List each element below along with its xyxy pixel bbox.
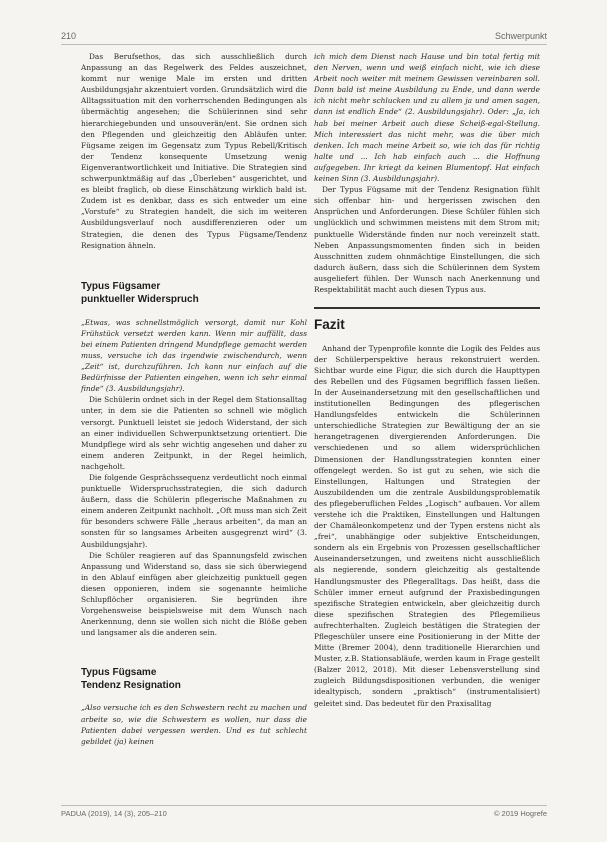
heading-line: punktueller Widerspruch xyxy=(81,293,199,305)
paragraph: Die folgende Gesprächssequenz verdeutlicht noch einmal punktuelle Widerspruchsstrategien, die sich dadurch äußern, dass die Schülerin pflegerische Maßnahmen zu einem anderen Zeitpunkt nachholt. „Oft muss man sich Zeit für besonders schwere Fälle „heraus arbeiten“, da man an sonsten für so langsames Arbeiten ausgegrenzt wird“ (3. Ausbildungsjahr). xyxy=(81,473,307,549)
paragraph: Die Schüler reagieren auf das Spannungsfeld zwischen Anpassung und Widerstand so, dass sie sich überwiegend in den Ablauf einfügen aber gleichzeitig punktuell gegen diesen opponieren, indem sie sogenannte heimliche Schlupflöcher organisieren. Sie begründen ihre Vorgehensweise beispielsweise mit dem Wunsch nach Anerkennung, denn sie wollen sich nicht die Blöße geben und langsamer als die anderen sein. xyxy=(81,550,307,638)
right-column xyxy=(314,51,540,709)
section-heading: Fazit xyxy=(314,316,345,332)
left-column xyxy=(81,51,307,747)
section-heading xyxy=(81,280,307,306)
footer-rule xyxy=(61,805,547,806)
paragraph: Der Typus Fügsame mit der Tendenz Resignation fühlt sich offenbar hin- und hergerissen zwischen den Ansprüchen und Anforderungen. Diese Schüler fühlen sich unglücklich und schwimmen meistens mit dem Strom mit; punktuelle Widerstände finden nur noch vereinzelt statt. Neben Anpassungsmomenten finden sich in beiden Ausschnitten zudem ohnmächtige Einstellungen, die sich dadurch äußern, dass sich die Schülerinnen dem System ausgeliefert fühlen. Der Wunsch nach Anerkennung und Respektabilität macht auch diesen Typus aus. xyxy=(314,185,540,294)
header-rule xyxy=(61,44,547,45)
paragraph: Das Berufsethos, das sich ausschließlich durch Anpassung an das Regelwerk des Feldes auszeichnet, kommt nur wenige Male im ersten und dritten Ausbildungsjahr akzentuiert vorden. Grundsätzlich wird die Alltagssituation mit den vorherrschenden Bedingungen als übermächtig angesehen; die Schülerinnen sind sehr hierarchiegebunden und unsouverän/ent. Sie ordnen sich den Pflegenden und gleichzeitig den Abläufen unter. Fügsame zeigen im Gegensatz zum Typus Rebell/Kritisch der Tendenz konsequente Umsetzung wenig Eigenverantwortlichkeit und Initiative. Die Strategien sind schwerpunktmäßig auf das „Überleben“ ausgerichtet, und es bleibt fraglich, ob diese Einschätzung wirklich bald ist. Zudem ist es denkbar, dass es sich entweder um eine „Vorstufe“ zu Strategien handelt, die sich im weiteren Ausbildungsverlauf noch ausdifferenzieren oder um Strategien, die denen des Typus Fügsame/Tendenz Resignation ähneln. xyxy=(81,52,307,250)
interview-quote: „Etwas, was schnellstmöglich versorgt, damit nur Kohl Frühstück versetzt werden kann. Wenn mir auffällt, dass bei einem Patienten dringend Mundpflege gemacht werden muss, versuche ich das irgendwie zwischendurch, wenn „Zeit“ ist, durchzuführen. Ich kann nur einfach auf die Bedürfnisse der Patienten eingehen, wenn ich sehr einmal finde“ (3. Ausbildungsjahr). xyxy=(81,317,307,394)
footer-citation: PADUA (2019), 14 (3), 205–210 xyxy=(61,809,167,818)
paragraph: Anhand der Typenprofile konnte die Logik des Feldes aus der Schülerperspektive heraus rekonstruiert werden. Sichtbar wurde eine Figur, die sich durch die Haupttypen des Rebellen und des Fügsamen begrifflich fassen ließen. In der Auseinandersetzung mit den gesellschaftlichen und institutionellen Bedingungen des pflegerischen Handlungsfeldes entwickeln die Schülerinnen unterschiedliche Strategien zur Bewältigung der an sie herangetragenen divergierenden Anforderungen. Die verschiedenen und so allem widersprüchlichen Dimensionen der Handlungsstrategien konnten einer offengelegt werden. So ist gut zu sehen, wie sich die Einstellungen, Haltungen und Strategien der Auszubildenden um die zentrale Ausbildungsproblematik des pflegeberuflichen Feldes „Logisch“ aufbauen. Vor allem verstehe ich die Praktiken, Einstellungen und Haltungen der Chamäleonkompetenz und der Typen erstens nicht als „frei“, unabhängige oder subjektive Entscheidungen, sondern als ein Ergebnis von Prozessen gesellschaftlicher Auseinandersetzungen, und zweitens nicht ausschließlich als negierende, sondern gleichzeitig als gestaltende Handlungsmuster des Pflegeralltags. Das heißt, dass die Schüler immer erneut aufgrund der Praxisbedingungen spezifische Strategien entwickeln, aber gleichzeitig durch diese spezifischen Strategien des Pflegemilieus aufrechterhalten. Zugleich bestätigen die Strategien der Pflegeschüler unsere eine Positionierung in der Mitte der Mitte (Bremer 2004), denn traditionelle Hierarchien und Muster, z.B. Stationsabläufe, werden kaum in Frage gestellt (Balzer 2012, 2018). Mit dieser Lebensverstellung sind zugleich Bildungsdispositionen verbunden, die weniger idealtypisch, sondern „praktisch“ (instrumentalisiert) geleitet sind. Das bedeutet für den Praxisalltag xyxy=(314,343,540,708)
running-title: Schwerpunkt xyxy=(494,31,547,41)
heading-line: Typus Fügsame xyxy=(81,667,157,679)
heading-line: Typus Fügsamer xyxy=(81,280,161,292)
interview-quote: ich mich dem Dienst nach Hause und bin total fertig mit den Nerven, wenn und weiß einfach nicht, wie ich diese Arbeit noch weiter mit meinem Gewissen vereinbaren soll. Dann bald ist meine Ausbildung zu Ende, und dann werde ich nicht mehr schlucken und zu allem ja und amen sagen, dann ist endlich Ende“ (2. Ausbildungsjahr). Oder: „Ja, ich hab bei meiner Arbeit auch diese Scheiß-egal-Stellung. Mich interessiert das nicht mehr, was die über mich denken. Ich mach meine Arbeit so, wie ich das für richtig halte und ... Ich hab einfach auch ... die Hoffnung aufgegeben. Ihr kriegt da keinen Blumentopf. Hat einfach keinen Sinn (3. Ausbildungsjahr). xyxy=(314,52,540,184)
section-heading xyxy=(81,666,307,692)
page-number: 210 xyxy=(61,31,77,41)
interview-quote: „Also versuche ich es den Schwestern recht zu machen und arbeite so, wie die Schwestern es wollen, nur dass die Patienten dabei vergessen werden. Und es tut schlecht gebildet (ja) keinen xyxy=(81,703,307,746)
paragraph: Die Schülerin ordnet sich in der Regel dem Stationsalltag unter, in dem sie die Patienten so schnell wie möglich versorgt. Punktuell leistet sie jedoch Widerstand, der sich an einer individuellen Schwerpunktsetzung orientiert. Die Mundpflege wird als sehr wichtig angesehen und daher zu einem anderen Zeitpunkt, in der Regel heimlich, nachgeholt. xyxy=(81,395,307,471)
footer-publisher: © 2019 Hogrefe xyxy=(493,809,547,818)
heading-line: Tendenz Resignation xyxy=(81,680,181,692)
